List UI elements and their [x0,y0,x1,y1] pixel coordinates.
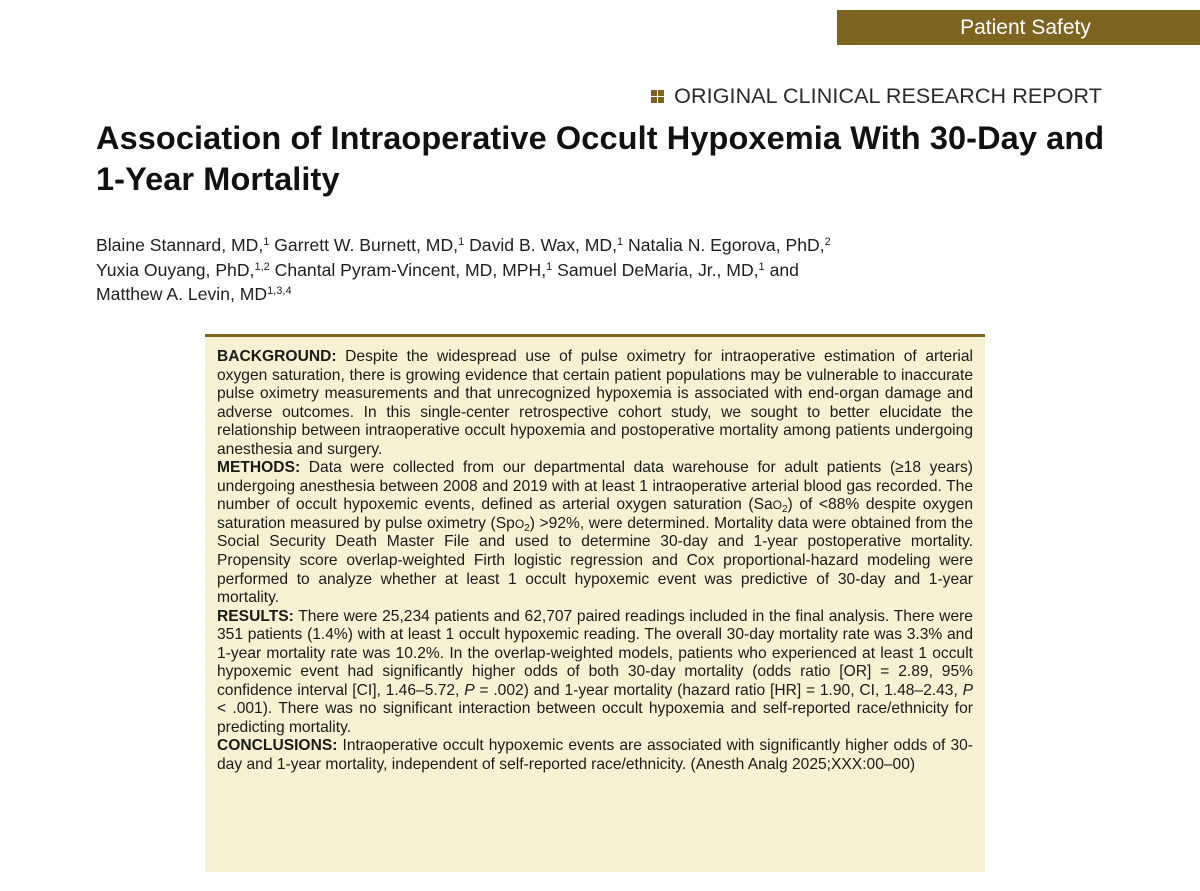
results-text: There were 25,234 patients and 62,707 paired readings included in the final analysis. There were 351 patients (1.4%) with at least 1 occult hypoxemic reading. The overall 30-day mortality rate was 3.3% and 1-year mortality rate was 10.2%. In the overlap-weighted models, patients who experienced at least 1 occult hypoxemic event had significantly higher odds of both 30-day mortality (odds ratio [OR] = 2.89, 95% confidence interval [CI], 1.46–5.72, [217,607,973,699]
methods-text: Data were collected from our departmental data warehouse for adult patients (≥18 years) undergoing anesthesia between 2008 and 2019 with at least 1 intraoperative arterial blood gas recorded. The number of occult hypoxemic events, defined as arterial oxygen saturation (Sa [217,459,973,514]
abstract-background [217,348,973,459]
author-affiliation: 1 [546,260,553,273]
author-affiliation: 1 [263,236,270,248]
methods-label: METHODS: [217,459,301,477]
author-name: Matthew A. Levin, MD [96,284,268,304]
spo-subscript: 2 [524,522,530,534]
results-label: RESULTS: [217,607,294,625]
author-affiliation: 1,2 [254,260,270,273]
conclusions-label: CONCLUSIONS: [217,737,338,755]
author-name: Natalia N. Egorova, PhD, [628,235,825,255]
author-affiliation: 1 [758,260,765,273]
author-name: David B. Wax, MD, [469,235,618,255]
p-value-symbol: P [962,681,973,699]
p-value-symbol: P [464,681,475,699]
methods-text: ) >92%, were determined. Mortality data were obtained from the Social Security Death Master File and used to determine 30-day and 1-year postoperative mortality. Propensity score overlap-weighted Firth logistic regression and Cox proportional-hazard modeling were performed to analyze whether at least 1 occult hypoxemic event was predictive of 30-day and 1-year mortality. [217,514,973,607]
author-name: Samuel DeMaria, Jr., MD, [557,259,759,280]
author-name: Chantal Pyram-Vincent, MD, MPH, [274,259,547,280]
abstract-methods [217,459,973,607]
background-label: BACKGROUND: [217,348,337,365]
report-type-label [651,84,1102,109]
grid-square-icon [651,90,664,103]
author-affiliation: 2 [824,236,831,248]
author-name: Yuxia Ouyang, PhD, [96,259,255,280]
author-affiliation: 1 [617,236,624,248]
section-label: Patient Safety [960,15,1091,39]
abstract-conclusions [217,737,973,774]
author-name: Garrett W. Burnett, MD, [274,235,459,255]
author-conjunction: and [769,259,799,280]
section-tab [837,10,1200,45]
results-text: < .001). There was no significant interaction between occult hypoxemia and self-reported race/ethnicity for predicting mortality. [217,700,973,736]
article-title: Association of Intraoperative Occult Hypoxemia With 30-Day and 1-Year Mortality [96,120,1105,197]
spo-small-caps: O [514,516,525,531]
conclusions-text: Intraoperative occult hypoxemic events are associated with significantly higher odds of 30-day and 1-year mortality, independent of self-reported race/ethnicity. (Anesth Analg 2025;XXX:00–00) [217,737,973,774]
author-affiliation: 1,3,4 [267,285,292,297]
author-affiliation: 1 [458,236,465,248]
author-name: Blaine Stannard, MD, [96,235,264,255]
methods-text: ) of <88% despite oxygen saturation measured by pulse oximetry (Sp [217,496,973,532]
sao-subscript: 2 [781,504,788,516]
results-text: = .002) and 1-year mortality (hazard ratio [HR] = 1.90, CI, 1.48–2.43, [474,681,963,699]
report-type-text: ORIGINAL CLINICAL RESEARCH REPORT [674,84,1102,108]
background-text: Despite the widespread use of pulse oximetry for intraoperative estimation of arterial oxygen saturation, there is growing evidence that certain patient populations may be vulnerable to inaccurate pulse oximetry measurements and that unrecognized hypoxemia is associated with end-organ damage and adverse outcomes. In this single-center retrospective cohort study, we sought to better elucidate the relationship between intraoperative occult hypoxemia and postoperative mortality among patients undergoing anesthesia and surgery. [217,348,973,458]
sao-small-caps: O [772,498,782,513]
abstract-results [217,608,973,738]
author-list [96,233,1136,307]
abstract-box [205,334,985,872]
